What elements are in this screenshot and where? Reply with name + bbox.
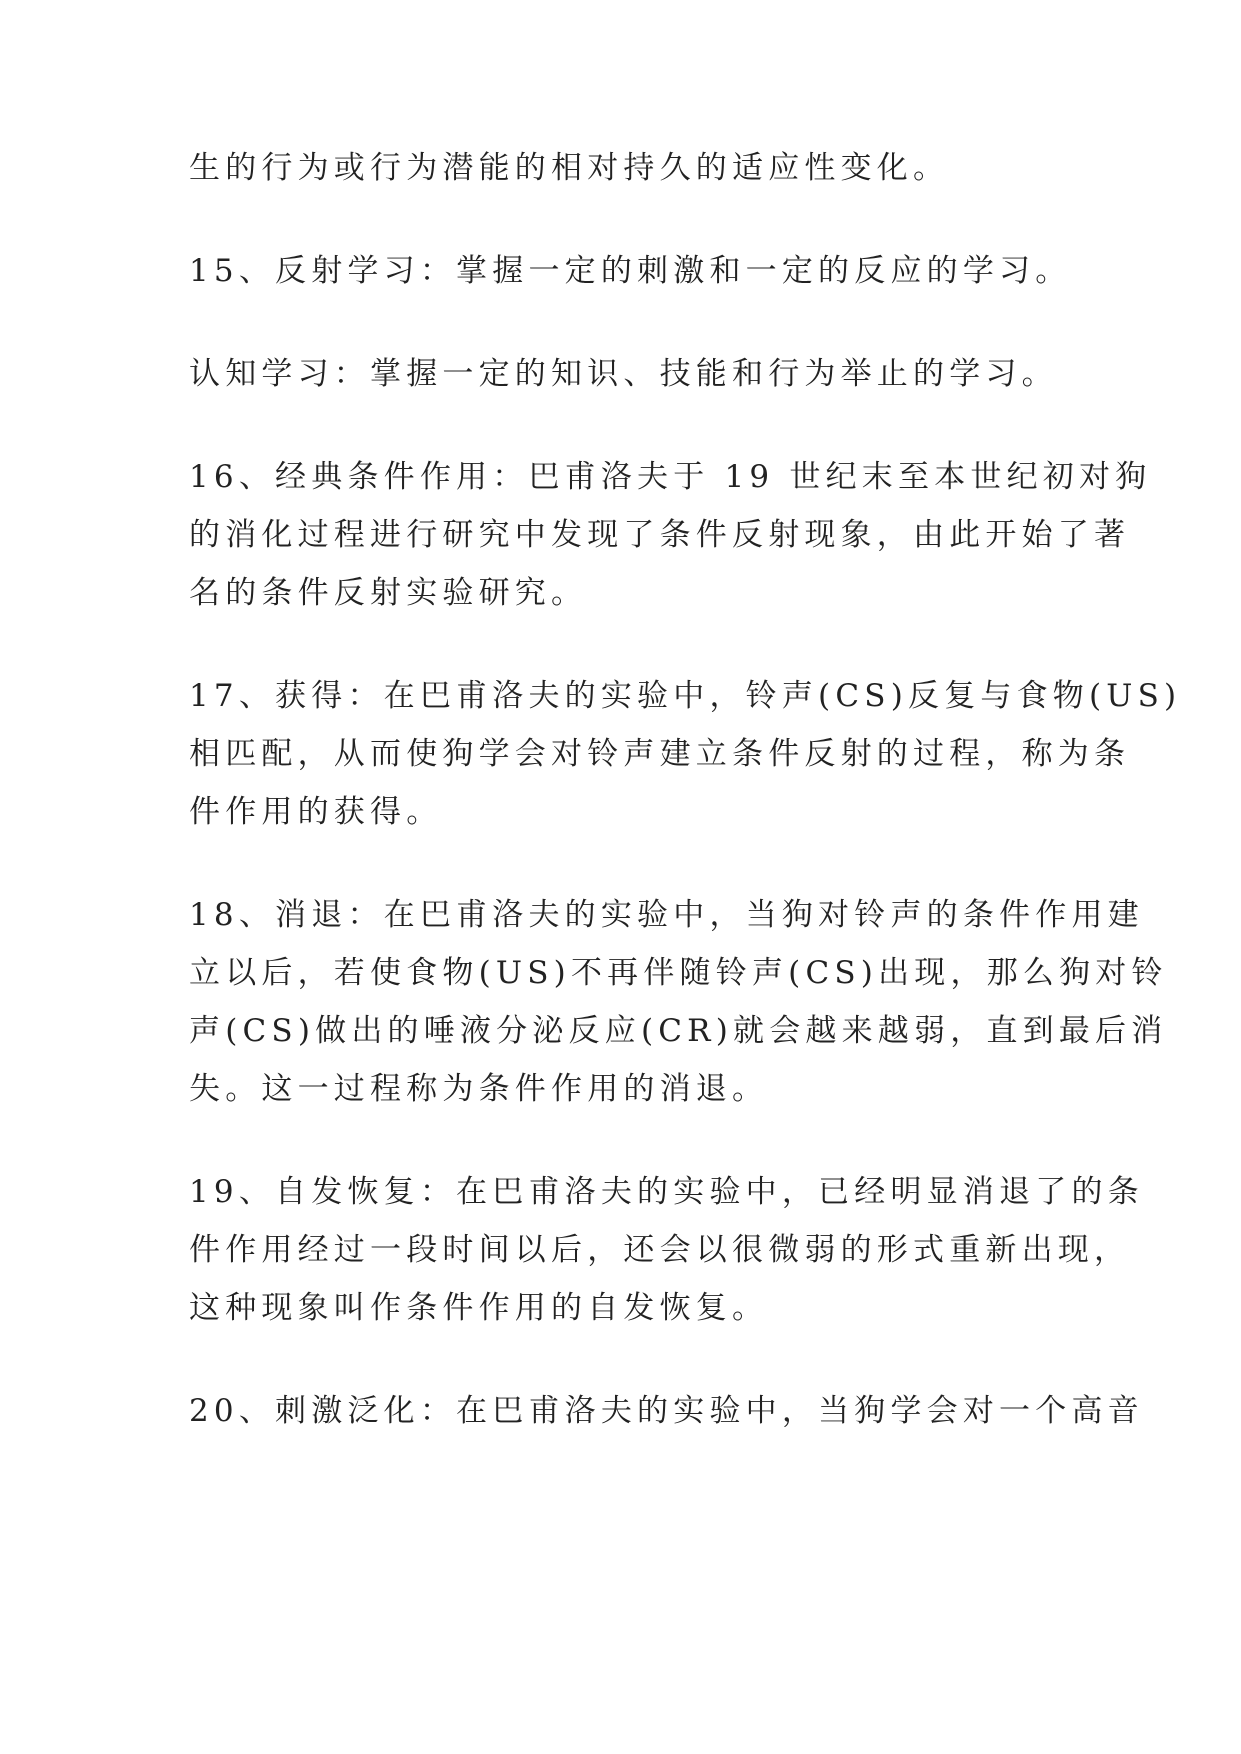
text-line: 生的行为或行为潜能的相对持久的适应性变化。 (189, 150, 950, 186)
text-line: 15、反射学习：掌握一定的刺激和一定的反应的学习。 (189, 253, 1072, 289)
text-line: 相匹配，从而使狗学会对铃声建立条件反射的过程，称为条 (189, 736, 1131, 772)
text-line: 18、消退：在巴甫洛夫的实验中，当狗对铃声的条件作用建 (189, 897, 1144, 933)
text-line: 失。这一过程称为条件作用的消退。 (189, 1071, 769, 1107)
text-line: 19、自发恢复：在巴甫洛夫的实验中，已经明显消退了的条 (189, 1174, 1144, 1210)
text-line: 20、刺激泛化：在巴甫洛夫的实验中，当狗学会对一个高音 (189, 1393, 1144, 1429)
text-line: 17、获得：在巴甫洛夫的实验中，铃声(CS)反复与食物(US) (189, 678, 1182, 714)
text-line: 这种现象叫作条件作用的自发恢复。 (189, 1290, 769, 1326)
text-line: 16、经典条件作用：巴甫洛夫于 19 世纪末至本世纪初对狗 (189, 459, 1152, 495)
text-line: 件作用经过一段时间以后，还会以很微弱的形式重新出现， (189, 1232, 1131, 1268)
text-line: 声(CS)做出的唾液分泌反应(CR)就会越来越弱，直到最后消 (189, 1013, 1168, 1049)
text-line: 立以后，若使食物(US)不再伴随铃声(CS)出现，那么狗对铃 (189, 955, 1168, 991)
text-line: 认知学习：掌握一定的知识、技能和行为举止的学习。 (189, 356, 1058, 392)
text-line: 件作用的获得。 (189, 794, 443, 830)
text-line: 的消化过程进行研究中发现了条件反射现象，由此开始了著 (189, 517, 1131, 553)
text-line: 名的条件反射实验研究。 (189, 575, 588, 611)
